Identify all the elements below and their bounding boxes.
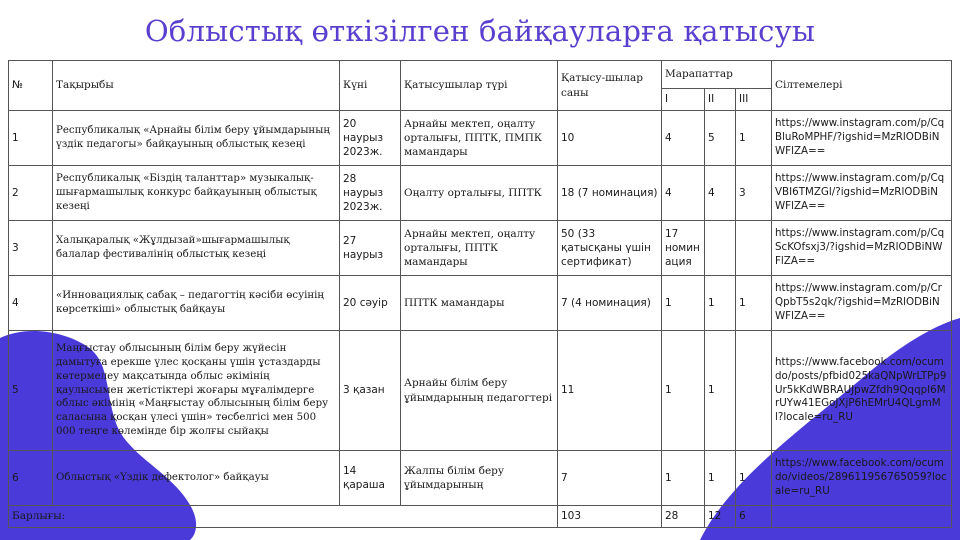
row-date: 14 қараша: [340, 451, 401, 506]
row-count: 7: [558, 451, 662, 506]
row-award-2: 5: [705, 111, 736, 166]
row-participants: Арнайы білім беру ұйымдарының педагогтері: [401, 331, 558, 451]
total-count: 103: [558, 506, 662, 528]
total-award-1: 28: [662, 506, 705, 528]
row-count: 10: [558, 111, 662, 166]
row-topic: Халықаралық «Жұлдызай»шығармашылық балалар фестивалінің облыстық кезеңі: [53, 221, 340, 276]
row-date: 3 қазан: [340, 331, 401, 451]
row-date: 20 наурыз 2023ж.: [340, 111, 401, 166]
table-row: [9, 276, 952, 331]
header-awards: Марапаттар: [662, 61, 772, 89]
row-count: 11: [558, 331, 662, 451]
row-award-2: 1: [705, 276, 736, 331]
row-topic: Республикалық «Біздің таланттар» музыкалық-шығармашылық конкурс байқауының облыстық кезеңі: [53, 166, 340, 221]
row-award-1: 1: [662, 331, 705, 451]
row-participants: Оңалту орталығы, ППТК: [401, 166, 558, 221]
row-award-1: 4: [662, 111, 705, 166]
row-date: 27 наурыз: [340, 221, 401, 276]
row-topic: Республикалық «Арнайы білім беру ұйымдарының үздік педагогы» байқауының облыстық кезеңі: [53, 111, 340, 166]
row-award-3: 1: [736, 451, 772, 506]
row-link[interactable]: https://www.facebook.com/ocumdo/videos/289611956765059?locale=ru_RU: [772, 451, 952, 506]
row-topic: «Инновациялық сабақ – педагогтің кәсіби өсуінің көрсеткіші» облыстық байқауы: [53, 276, 340, 331]
table-row: [9, 451, 952, 506]
row-link[interactable]: https://www.facebook.com/ocumdo/posts/pfbid025kaQNpWrLTPp9Ur5kKdWBRAUJpwZfdh9QqqpI6MrUYw41EGoJXjP6hEMrU4QLgmMl?locale=ru_RU: [772, 331, 952, 451]
row-award-2: 1: [705, 451, 736, 506]
table-row: [9, 221, 952, 276]
row-participants: Арнайы мектеп, оңалту орталығы, ППТК мамандары: [401, 221, 558, 276]
row-topic: Маңғыстау облысының білім беру жүйесін дамытуға ерекше үлес қосқаны үшін ұстаздарды көтермелеу мақсатында облыс әкімінің қаулысымен жетістіктері жоғары мұғалімдерге облыс әкімінің «Маңғыстау облысының білім беру саласына қосқан үлесі үшін» төсбелгісі мен 500 000 теңге көлемінде бір жолғы сыйақы: [53, 331, 340, 451]
row-date: 20 сәуір: [340, 276, 401, 331]
participation-table: [8, 60, 952, 528]
total-links-empty: [772, 506, 952, 528]
total-row: [9, 506, 952, 528]
header-num: №: [9, 61, 53, 111]
row-award-2: 4: [705, 166, 736, 221]
table-row: [9, 166, 952, 221]
row-count: 7 (4 номинация): [558, 276, 662, 331]
row-num: 4: [9, 276, 53, 331]
header-award-2: II: [705, 89, 736, 111]
row-award-3: 1: [736, 276, 772, 331]
header-award-1: I: [662, 89, 705, 111]
table-row: [9, 331, 952, 451]
header-participants: Қатысушылар түрі: [401, 61, 558, 111]
row-participants: Жалпы білім беру ұйымдарының: [401, 451, 558, 506]
row-participants: ППТК мамандары: [401, 276, 558, 331]
row-award-3: 1: [736, 111, 772, 166]
row-num: 3: [9, 221, 53, 276]
row-num: 1: [9, 111, 53, 166]
row-count: 50 (33 қатысқаны үшін сертификат): [558, 221, 662, 276]
row-count: 18 (7 номинация): [558, 166, 662, 221]
row-award-1: 4: [662, 166, 705, 221]
total-label: Барлығы:: [9, 506, 558, 528]
header-topic: Тақырыбы: [53, 61, 340, 111]
header-links: Сілтемелері: [772, 61, 952, 111]
row-link[interactable]: https://www.instagram.com/p/CrQpbT5s2qk/?igshid=MzRlODBiNWFlZA==: [772, 276, 952, 331]
row-award-3: [736, 331, 772, 451]
row-award-3: [736, 221, 772, 276]
row-link[interactable]: https://www.instagram.com/p/CqVBI6TMZGl/?igshid=MzRlODBiNWFlZA==: [772, 166, 952, 221]
total-award-2: 12: [705, 506, 736, 528]
row-award-2: 1: [705, 331, 736, 451]
row-date: 28 наурыз 2023ж.: [340, 166, 401, 221]
header-award-3: III: [736, 89, 772, 111]
page-title: Облыстық өткізілген байқауларға қатысуы: [144, 14, 816, 48]
row-topic: Облыстық «Үздік дефектолог» байқауы: [53, 451, 340, 506]
row-award-3: 3: [736, 166, 772, 221]
total-award-3: 6: [736, 506, 772, 528]
row-link[interactable]: https://www.instagram.com/p/CqScKOfsxj3/?igshid=MzRlODBiNWFlZA==: [772, 221, 952, 276]
header-count: Қатысу-шылар саны: [558, 61, 662, 111]
header-date: Күні: [340, 61, 401, 111]
row-num: 2: [9, 166, 53, 221]
row-award-1: 17 номин ация: [662, 221, 705, 276]
row-award-2: [705, 221, 736, 276]
row-participants: Арнайы мектеп, оңалту орталығы, ППТК, ПМПК мамандары: [401, 111, 558, 166]
row-num: 5: [9, 331, 53, 451]
row-award-1: 1: [662, 451, 705, 506]
row-link[interactable]: https://www.instagram.com/p/CqBluRoMPHF/?igshid=MzRlODBiNWFlZA==: [772, 111, 952, 166]
row-num: 6: [9, 451, 53, 506]
header-row: [9, 61, 952, 89]
row-award-1: 1: [662, 276, 705, 331]
table-row: [9, 111, 952, 166]
